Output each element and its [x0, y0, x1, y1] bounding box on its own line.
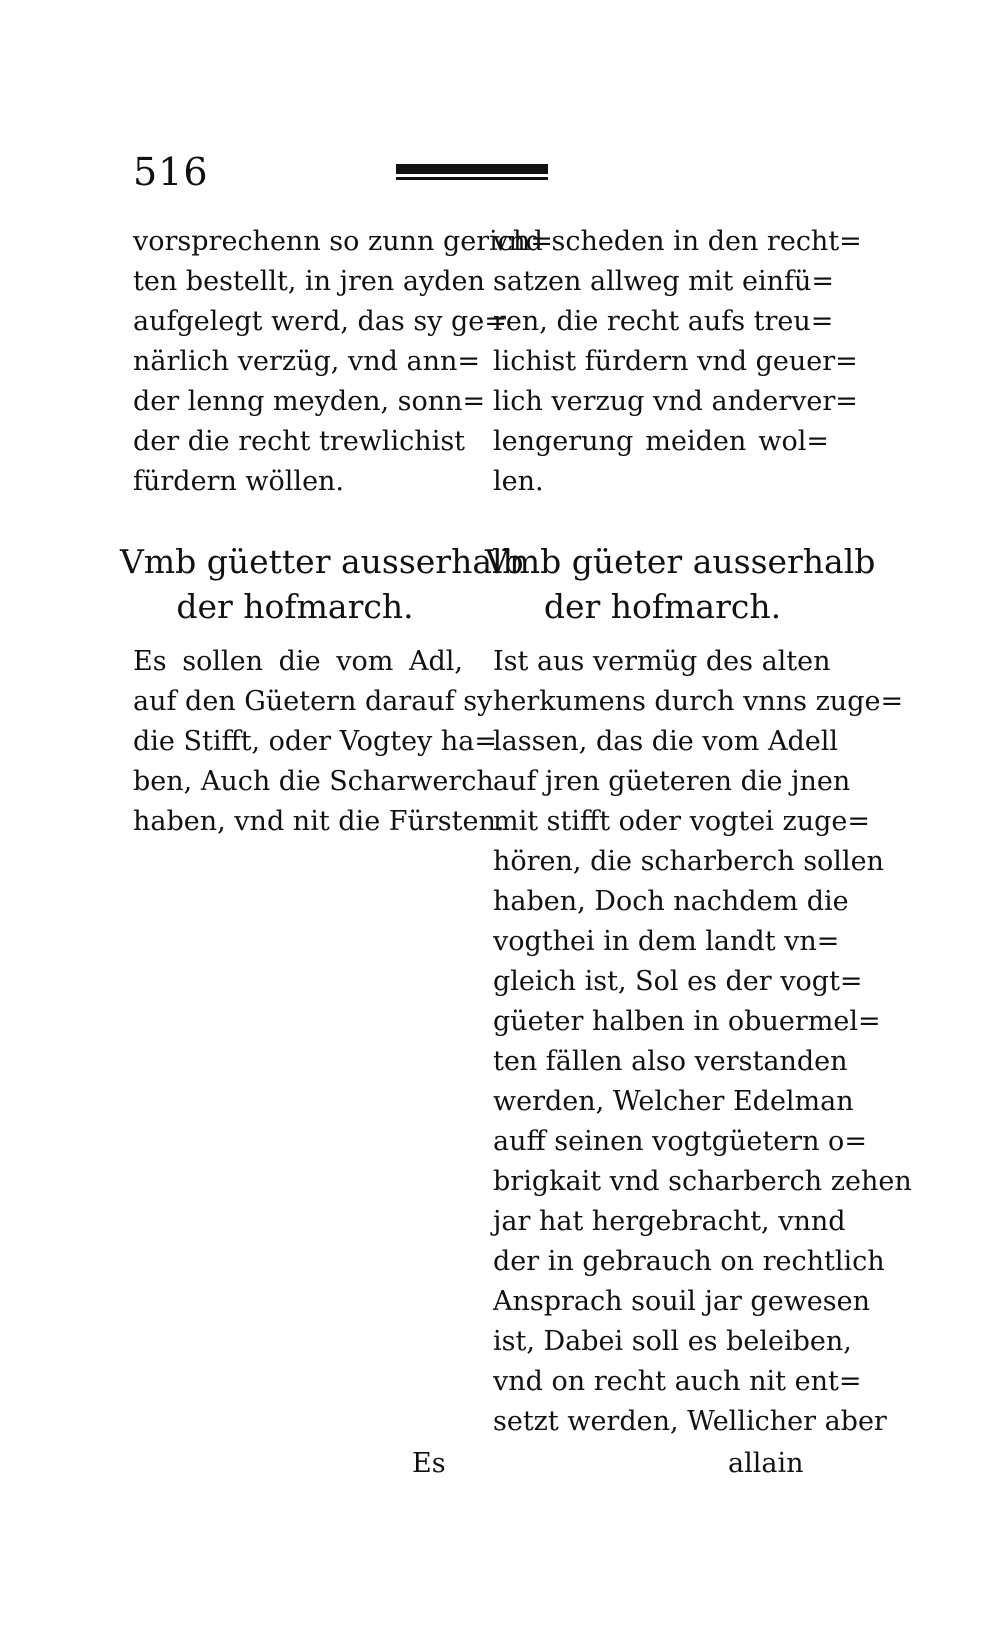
right-body-line: ten fällen also verstanden	[493, 1046, 848, 1077]
right-section-heading: der hofmarch.	[543, 587, 782, 626]
right-body-line: mit stifft oder vogtei zuge=	[493, 806, 870, 837]
left-intro-line: fürdern wöllen.	[133, 466, 345, 497]
right-intro-line: satzen allweg mit einfü=	[493, 266, 834, 297]
right-intro-line: vnd scheden in den recht=	[493, 226, 862, 257]
left-body-line: Es sollen die vom Adl,	[133, 646, 463, 677]
right-intro-line: ren, die recht aufs treu=	[493, 306, 834, 337]
right-body-line: Ist aus vermüg des alten	[493, 646, 831, 677]
left-intro-line: der die recht trewlichist	[133, 426, 466, 457]
header-rule	[396, 164, 548, 182]
right-intro-line: lengerung meiden wol=	[493, 426, 829, 457]
catchword-left: Es	[412, 1448, 446, 1479]
right-intro-line: len.	[493, 466, 544, 497]
left-body-line: ben, Auch die Scharwerch	[133, 766, 494, 797]
header-rule-thick	[396, 164, 548, 174]
right-body-line: Ansprach souil jar gewesen	[493, 1286, 871, 1317]
left-body-line: die Stifft, oder Vogtey ha=	[133, 726, 497, 757]
right-body-line: vnd on recht auch nit ent=	[493, 1366, 862, 1397]
left-intro-line: der lenng meyden, sonn=	[133, 386, 486, 417]
left-intro-line: vorsprechenn so zunn gerich=	[133, 226, 553, 257]
right-section-heading: Vmb güeter ausserhalb	[485, 542, 876, 581]
right-intro-line: lich verzug vnd anderver=	[493, 386, 858, 417]
page-number: 516	[133, 150, 209, 194]
right-body-line: lassen, das die vom Adell	[493, 726, 839, 757]
catchword-right: allain	[728, 1448, 804, 1479]
right-body-line: ist, Dabei soll es beleiben,	[493, 1326, 852, 1357]
right-body-line: auff seinen vogtgüetern o=	[493, 1126, 867, 1157]
right-intro-line: lichist fürdern vnd geuer=	[493, 346, 858, 377]
left-section-heading: der hofmarch.	[176, 587, 414, 626]
right-body-line: hören, die scharberch sollen	[493, 846, 884, 877]
right-body-line: jar hat hergebracht, vnnd	[493, 1206, 846, 1237]
right-body-line: güeter halben in obuermel=	[493, 1006, 881, 1037]
left-intro-line: ten bestellt, in jren ayden	[133, 266, 485, 297]
right-body-line: haben, Doch nachdem die	[493, 886, 849, 917]
left-intro-line: närlich verzüg, vnd ann=	[133, 346, 480, 377]
right-body-line: herkumens durch vnns zuge=	[493, 686, 904, 717]
left-body-line: haben, vnd nit die Fürsten.	[133, 806, 505, 837]
left-intro-line: aufgelegt werd, das sy ge=	[133, 306, 507, 337]
right-body-line: der in gebrauch on rechtlich	[493, 1246, 885, 1277]
left-section-heading: Vmb güetter ausserhalb	[120, 542, 524, 581]
right-body-line: brigkait vnd scharberch zehen	[493, 1166, 912, 1197]
right-body-line: setzt werden, Wellicher aber	[493, 1406, 887, 1437]
left-body-line: auf den Güetern darauf sy	[133, 686, 493, 717]
right-body-line: gleich ist, Sol es der vogt=	[493, 966, 863, 997]
right-body-line: vogthei in dem landt vn=	[493, 926, 840, 957]
header-rule-thin	[396, 177, 548, 180]
right-body-line: auf jren güeteren die jnen	[493, 766, 851, 797]
right-body-line: werden, Welcher Edelman	[493, 1086, 854, 1117]
